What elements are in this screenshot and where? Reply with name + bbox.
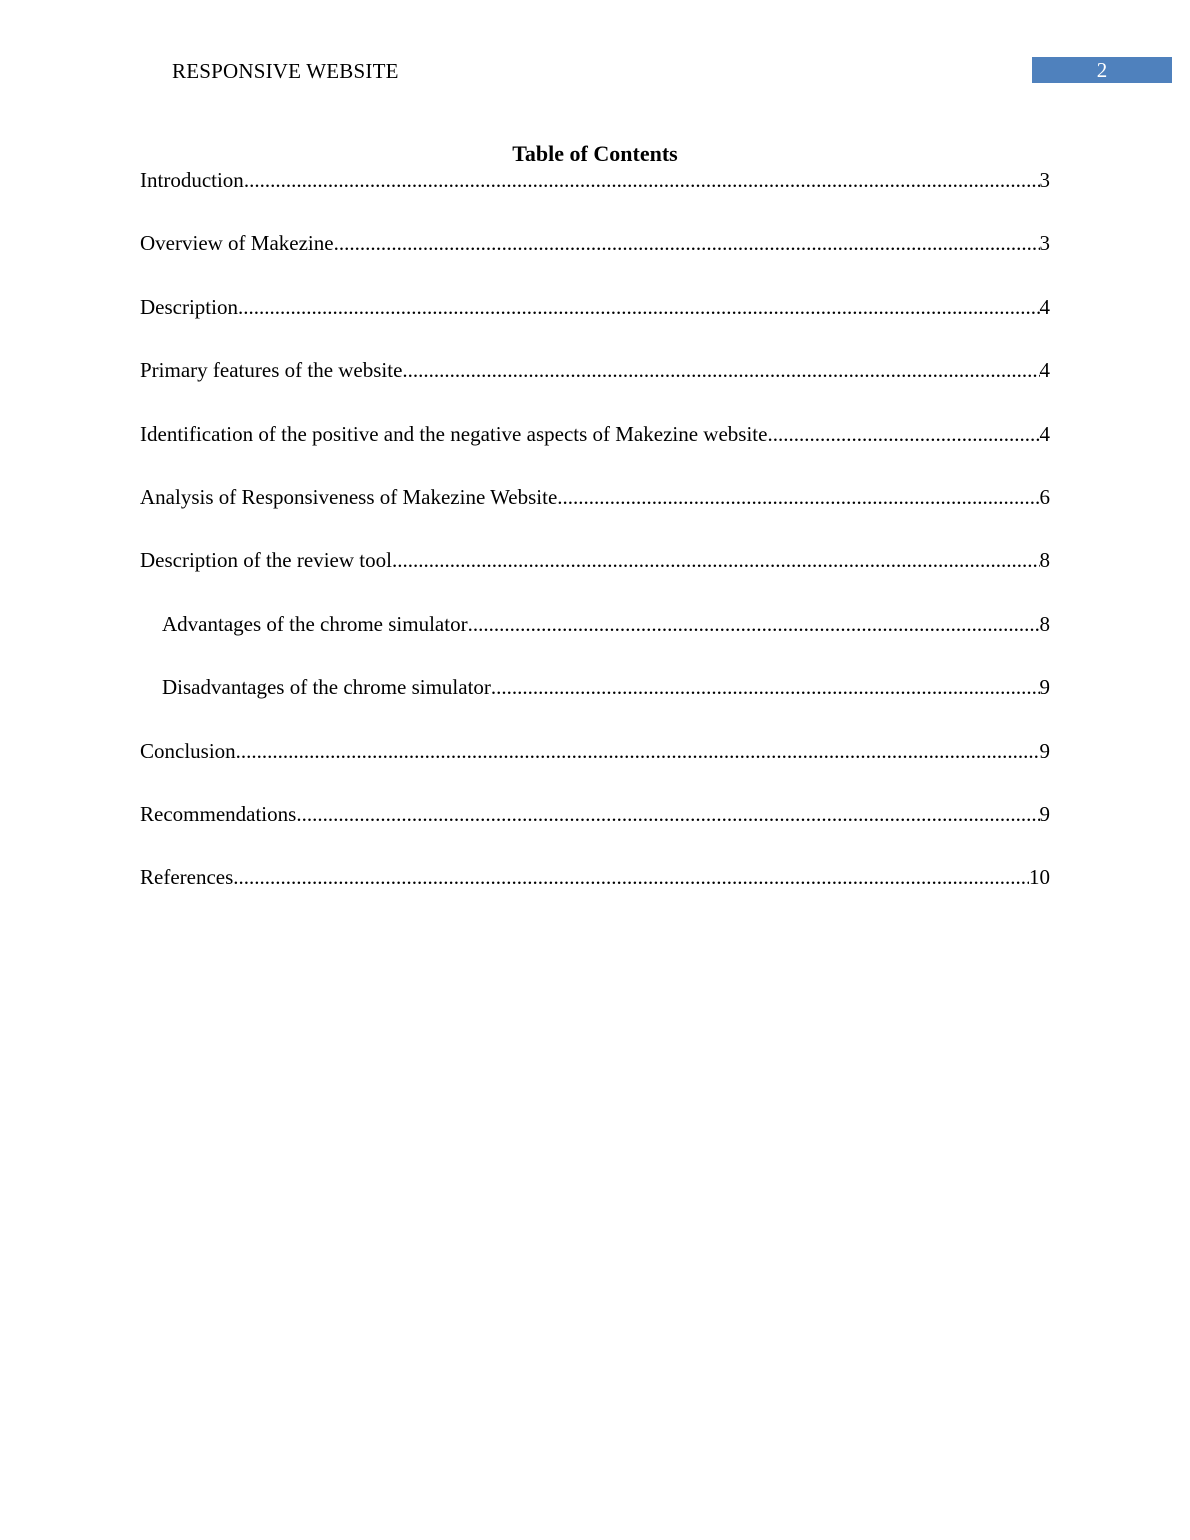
toc-entry-label: Disadvantages of the chrome simulator [162,675,491,700]
toc-entry-page: 4 [1039,358,1050,383]
toc-entry-label: Recommendations [140,801,297,826]
toc-dot-leader [402,357,1039,383]
toc-entry-label: Description [140,294,238,319]
toc-dot-leader [236,738,1040,764]
running-head: RESPONSIVE WEBSITE [172,59,399,83]
toc-entry-page: 6 [1039,484,1050,509]
toc-dot-leader [334,230,1040,256]
toc-entry-description[interactable] [140,294,1050,357]
toc-dot-leader [491,674,1040,700]
toc-entry-page: 10 [1029,865,1050,890]
toc-entry-label: References [140,865,234,890]
toc-entry-review-tool[interactable] [140,547,1050,610]
toc-entry-page: 3 [1039,231,1050,256]
toc-entry-label: Introduction [140,168,244,192]
toc-entry-page: 4 [1039,294,1050,319]
toc-entry-label: Description of the review tool [140,548,392,573]
toc-entry-analysis[interactable] [140,484,1050,547]
toc-entry-identification[interactable] [140,421,1050,484]
toc-entry-label: Advantages of the chrome simulator [162,611,468,636]
toc-entry-page: 9 [1039,675,1050,700]
toc-dot-leader [392,547,1040,573]
toc-entry-references[interactable] [140,864,1050,927]
toc-entry-conclusion[interactable] [140,738,1050,801]
toc-entry-label: Primary features of the website [140,358,403,383]
toc-list [140,167,1050,928]
toc-entry-introduction[interactable] [140,167,1050,230]
toc-dot-leader [233,864,1029,890]
toc-dot-leader [238,294,1040,320]
toc-title: Table of Contents [512,141,678,166]
toc-entry-recommendations[interactable] [140,801,1050,864]
toc-entry-overview[interactable] [140,230,1050,293]
toc-dot-leader [468,611,1040,637]
toc-entry-page: 3 [1039,168,1050,192]
toc-entry-page: 9 [1039,738,1050,763]
toc-entry-page: 9 [1039,801,1050,826]
toc-entry-label: Analysis of Responsiveness of Makezine Website [140,484,558,509]
toc-entry-page: 8 [1039,548,1050,573]
toc-entry-primary-features[interactable] [140,357,1050,420]
toc-entry-disadvantages[interactable] [140,674,1050,737]
toc-entry-label: Overview of Makezine [140,231,334,256]
toc-dot-leader [557,484,1039,510]
toc-entry-advantages[interactable] [140,611,1050,674]
toc-dot-leader [767,421,1039,447]
toc-dot-leader [244,167,1040,193]
toc-entry-label: Conclusion [140,738,236,763]
toc-entry-page: 8 [1039,611,1050,636]
toc-dot-leader [296,801,1039,827]
page-number: 2 [1032,57,1172,83]
toc-entry-label: Identification of the positive and the negative aspects of Makezine website [140,421,768,446]
toc-entry-page: 4 [1039,421,1050,446]
